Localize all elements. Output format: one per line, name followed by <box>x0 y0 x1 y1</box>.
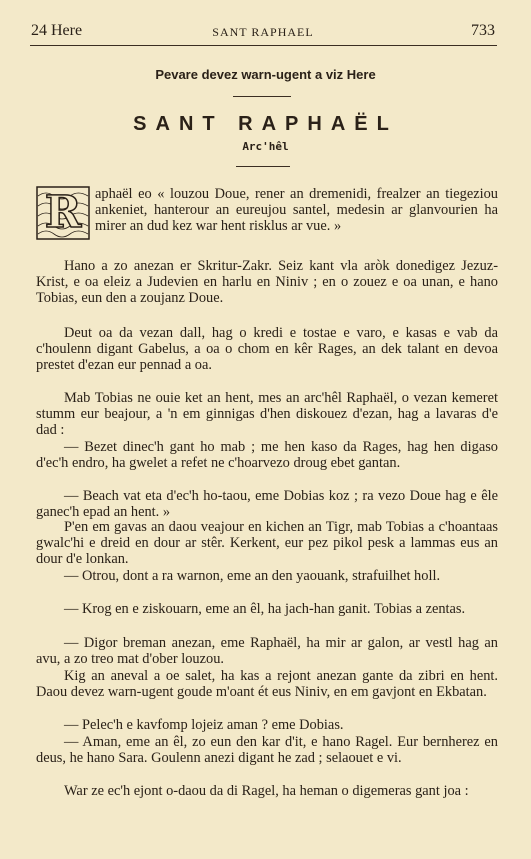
paragraph: P'en em gavas an daou veajour en kichen an Tigr, mab Tobias a c'hoantaas gwalc'hi e dreid en dour ar stêr. Kerkent, eur pez pikol pesk a lammas eus an dour d'e lonkan. <box>36 519 498 568</box>
header-rule <box>30 45 497 46</box>
opening-paragraph: aphaël eo « louzou Doue, rener an dremenidi, frealzer an tiegeziou ankeniet, hanterour an eureujou santel, medesin ar glanvourien ha mirer an dud kez war hent risklus ar vue. » <box>95 186 498 235</box>
paragraph: — Aman, eme an êl, zo eun den kar d'it, e hano Ragel. Eur bernherez en deus, he hano Sara. Goulenn anezi digant he zad ; selaouet e vi. <box>36 734 498 767</box>
paragraph: — Krog en e ziskouarn, eme an êl, ha jach-han ganit. Tobias a zentas. <box>64 601 466 617</box>
paragraph: Hano a zo anezan er Skritur-Zakr. Seiz kant vla aròk donedigez Jezuz-Krist, e oa eleiz a Judevien en harlu en Niniv ; en o zouez e oa unan, e hano Tobias, eun den a zoujanz Doue. <box>36 258 498 307</box>
paragraph: — Digor breman anezan, eme Raphaël, ha mir ar galon, ar vestl hag an avu, a zo treo mat d'ober louzou. <box>36 635 498 668</box>
paragraph: — Otrou, dont a ra warnon, eme an den yaouank, strafuilhet holl. <box>64 568 441 584</box>
paragraph: Kig an aneval a oe salet, ha kas a rejont anezan gante da zibri en hent. Daou devez warn-ugent goude m'oant ét eus Niniv, en em gavjont en Ekbatan. <box>36 668 498 701</box>
chapter-subheading: Arc'hêl <box>242 140 289 153</box>
paragraph: — Bezet dinec'h gant ho mab ; me hen kaso da Rages, hag hen digaso d'ec'h endro, ha gwelet a refet ne c'hoarvezo droug ebet gantan. <box>36 439 498 472</box>
subtitle-rule <box>233 96 291 97</box>
section-subtitle: Pevare devez warn-ugent a viz Here <box>155 67 376 82</box>
subheading-rule <box>236 166 290 167</box>
running-head-left: 24 Here <box>31 22 83 39</box>
paragraph: — Beach vat eta d'ec'h ho-taou, eme Dobias koz ; ra vezo Doue hag e êle ganec'h epad an hent. » <box>36 488 498 521</box>
dropcap-letter: R <box>44 187 82 238</box>
paragraph: Mab Tobias ne ouie ket an hent, mes an arc'hêl Raphaël, o vezan kemeret stumm eur beajour, a 'n em ginnigas d'hen diskouez d'ezan, hag a lavaras d'e dad : <box>36 390 498 439</box>
paragraph: War ze ec'h ejont o-daou da di Ragel, ha heman o digemeras gant joa : <box>64 783 469 799</box>
running-head-title: SANT RAPHAEL <box>212 25 314 39</box>
ornamental-dropcap <box>36 186 90 240</box>
paragraph: — Pelec'h e kavfomp lojeiz aman ? eme Dobias. <box>64 717 344 733</box>
chapter-title: SANT RAPHAËL <box>133 113 398 135</box>
page-number: 733 <box>471 22 495 39</box>
page-header <box>31 22 495 44</box>
paragraph: Deut oa da vezan dall, hag o kredi e tostae e varo, e kasas e vab da c'houlenn digant Gabelus, a oa o chom en kêr Rages, an dek talant en devoa prestet d'ezan eur pennad a oa. <box>36 325 498 374</box>
